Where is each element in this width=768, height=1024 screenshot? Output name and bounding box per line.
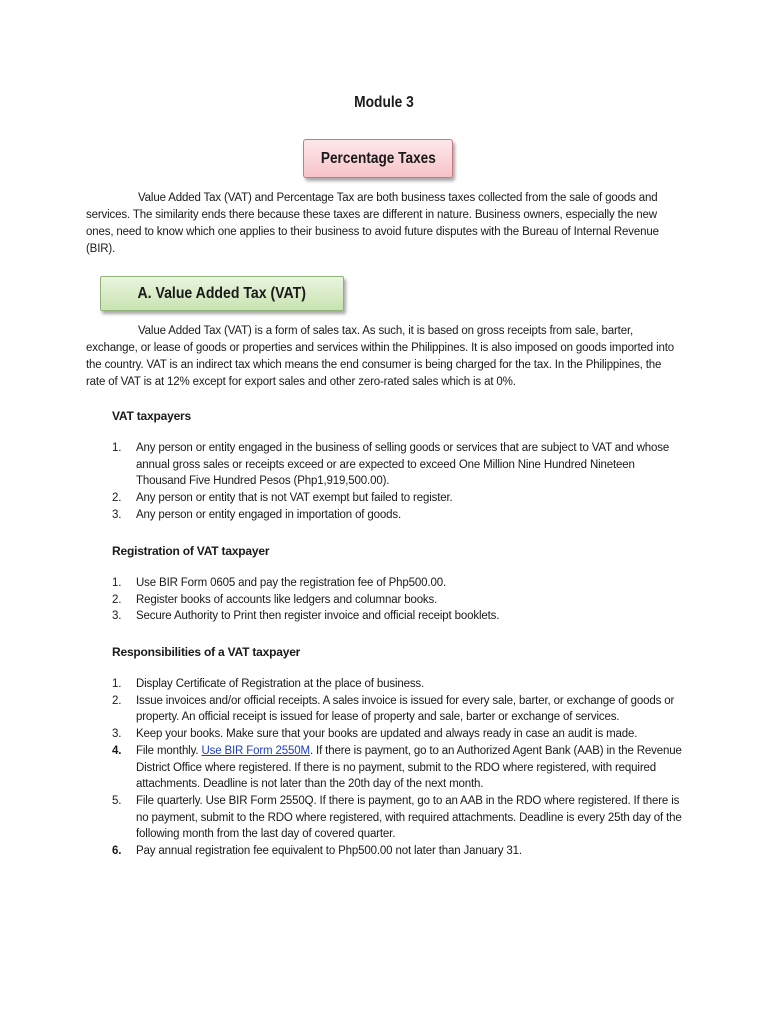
item-number: 2. <box>112 492 122 505</box>
item-text: Secure Authority to Print then register invoice and official receipt booklets. <box>136 610 500 623</box>
item-number: 6. <box>112 845 122 858</box>
section-a-title: A. Value Added Tax (VAT) <box>137 284 307 302</box>
item-number: 3. <box>112 610 122 623</box>
list-item <box>112 440 682 490</box>
banner-title: Percentage Taxes <box>320 149 436 167</box>
list-item <box>112 592 682 609</box>
item-number: 4. <box>112 744 122 757</box>
percentage-taxes-banner <box>303 139 453 178</box>
responsibilities-list <box>112 676 682 860</box>
vat-taxpayers-list <box>112 440 682 524</box>
item-text: Register books of accounts like ledgers and columnar books. <box>136 593 438 606</box>
intro-text: Value Added Tax (VAT) and Percentage Tax are both business taxes collected from the sale of goods and services. The similarity ends there because these taxes are different in nature. Business owners, especially the new ones, need to know which one applies to their business to avoid future disputes with the Bureau of Internal Revenue (BIR). <box>86 192 659 255</box>
item-text: Keep your books. Make sure that your books are updated and always ready in case an audit is made. <box>136 728 638 741</box>
list-item <box>112 726 682 743</box>
list-item <box>112 843 682 860</box>
item-number: 1. <box>112 577 122 589</box>
item-text: Issue invoices and/or official receipts. A sales invoice is issued for every sale, barter, or exchange of goods or property. An official receipt is issued for lease of property and sale, barter or exchange of services. <box>136 694 675 724</box>
item-text: Display Certificate of Registration at the place of business. <box>136 678 425 690</box>
item-number: 5. <box>112 794 122 807</box>
list-item <box>112 490 682 507</box>
item-number: 3. <box>112 508 122 521</box>
intro-paragraph <box>86 190 680 258</box>
item-number: 2. <box>112 694 122 707</box>
item-number: 3. <box>112 728 122 741</box>
list-item <box>112 743 682 793</box>
item-text: File quarterly. Use BIR Form 2550Q. If there is payment, go to an AAB in the RDO where registered. If there is no payment, submit to the RDO where registered, with required attachments. Deadline is every 25th day of the following month from the last day of covered quarter. <box>136 794 682 841</box>
list-item <box>112 693 682 726</box>
vat-paragraph <box>86 323 680 391</box>
section-a-banner <box>100 276 344 311</box>
list-item <box>112 676 682 693</box>
list-item <box>112 793 682 843</box>
item-number: 1. <box>112 442 122 454</box>
item-text: Any person or entity that is not VAT exempt but failed to register. <box>136 492 453 505</box>
item-text: Pay annual registration fee equivalent to Php500.00 not later than January 31. <box>136 845 522 858</box>
item-number: 1. <box>112 678 122 690</box>
registration-list <box>112 575 682 625</box>
bir-form-2550m-link[interactable]: Use BIR Form 2550M <box>201 744 310 757</box>
item-text: Any person or entity engaged in importation of goods. <box>136 508 402 521</box>
module-title: Module 3 <box>354 94 414 111</box>
list-item <box>112 575 682 592</box>
item-text: Use BIR Form 0605 and pay the registration fee of Php500.00. <box>136 577 446 589</box>
responsibilities-heading: Responsibilities of a VAT taxpayer <box>112 645 301 659</box>
item-text: Any person or entity engaged in the business of selling goods or services that are subject to VAT and whose annual gross sales or receipts exceed or are expected to exceed One Million Nine Hundred Nineteen Thousand Five Hundred Pesos (Php1,919,500.00). <box>136 442 670 488</box>
item-text-post: . If there is payment, go to an Authorized Agent Bank (AAB) in the Revenue District Office where registered. If there is no payment, submit to the RDO where registered, with required attachments. Deadline is not later than the 20th day of the next month. <box>136 744 682 791</box>
registration-heading: Registration of VAT taxpayer <box>112 544 270 558</box>
vat-taxpayers-heading: VAT taxpayers <box>112 409 191 423</box>
list-item <box>112 507 682 524</box>
item-number: 2. <box>112 593 122 606</box>
vat-text: Value Added Tax (VAT) is a form of sales tax. As such, it is based on gross receipts from sale, barter, exchange, or lease of goods or properties and services within the Philippines. It is also imposed on goods imported into the country. VAT is an indirect tax which means the end consumer is being charged for the tax. In the Philippines, the rate of VAT is at 12% except for export sales and other zero-rated sales which is at 0%. <box>86 325 675 388</box>
list-item <box>112 608 682 625</box>
item-text-pre: File monthly. <box>136 744 202 757</box>
